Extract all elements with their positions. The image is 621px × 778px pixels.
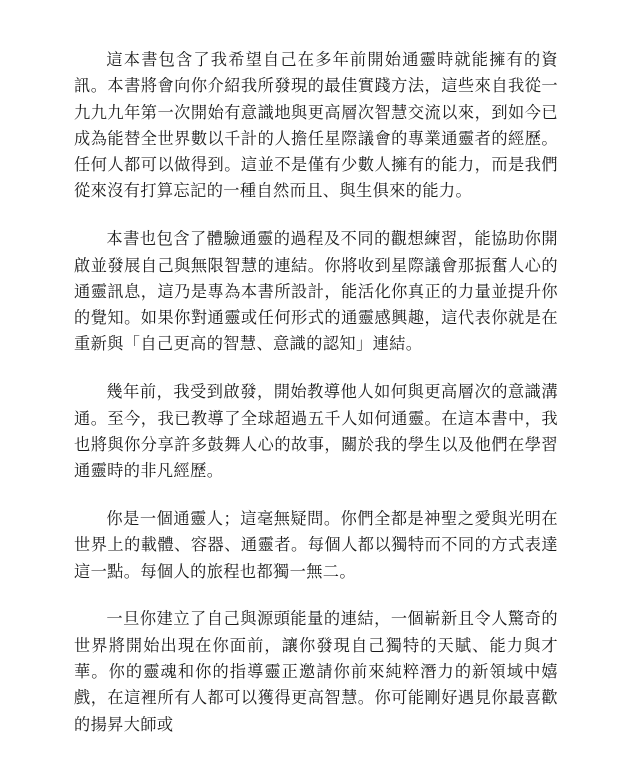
paragraph-5: 一旦你建立了自己與源頭能量的連結，一個嶄新且令人驚奇的世界將開始出現在你面前，讓你發現自己獨特的天賦、能力與才華。你的靈魂和你的指導靈正邀請你前來純粹潛力的新領域中嬉戲，在這裡所有人都可以獲得更高智慧。你可能剛好遇見你最喜歡的揚昇大師或 — [74, 609, 558, 734]
paragraph-1: 這本書包含了我希望自己在多年前開始通靈時就能擁有的資訊。本書將會向你介紹我所發現的最佳實踐方法，這些來自我從一九九九年第一次開始有意識地與更高層次智慧交流以來，到如今已成為能替全世界數以千計的人擔任星際議會的專業通靈者的經歷。任何人都可以做得到。這並不是僅有少數人擁有的能力，而是我們從來沒有打算忘記的一種自然而且、與生俱來的能力。 — [74, 50, 558, 201]
paragraph-3: 幾年前，我受到啟發，開始教導他人如何與更高層次的意識溝通。至今，我已教導了全球超過五千人如何通靈。在這本書中，我也將與你分享許多鼓舞人心的故事，關於我的學生以及他們在學習通靈時的非凡經歷。 — [74, 382, 558, 481]
body-text — [74, 47, 558, 759]
paragraph-2: 本書也包含了體驗通靈的過程及不同的觀想練習，能協助你開啟並發展自己與無限智慧的連結。你將收到星際議會那振奮人心的通靈訊息，這乃是專為本書所設計，能活化你真正的力量並提升你的覺知。如果你對通靈或任何形式的通靈感興趣，這代表你就是在重新與「自己更高的智慧、意識的認知」連結。 — [74, 229, 558, 354]
paragraph-4: 你是一個通靈人；這毫無疑問。你們全都是神聖之愛與光明在世界上的載體、容器、通靈者。每個人都以獨特而不同的方式表達這一點。每個人的旅程也都獨一無二。 — [74, 508, 558, 581]
